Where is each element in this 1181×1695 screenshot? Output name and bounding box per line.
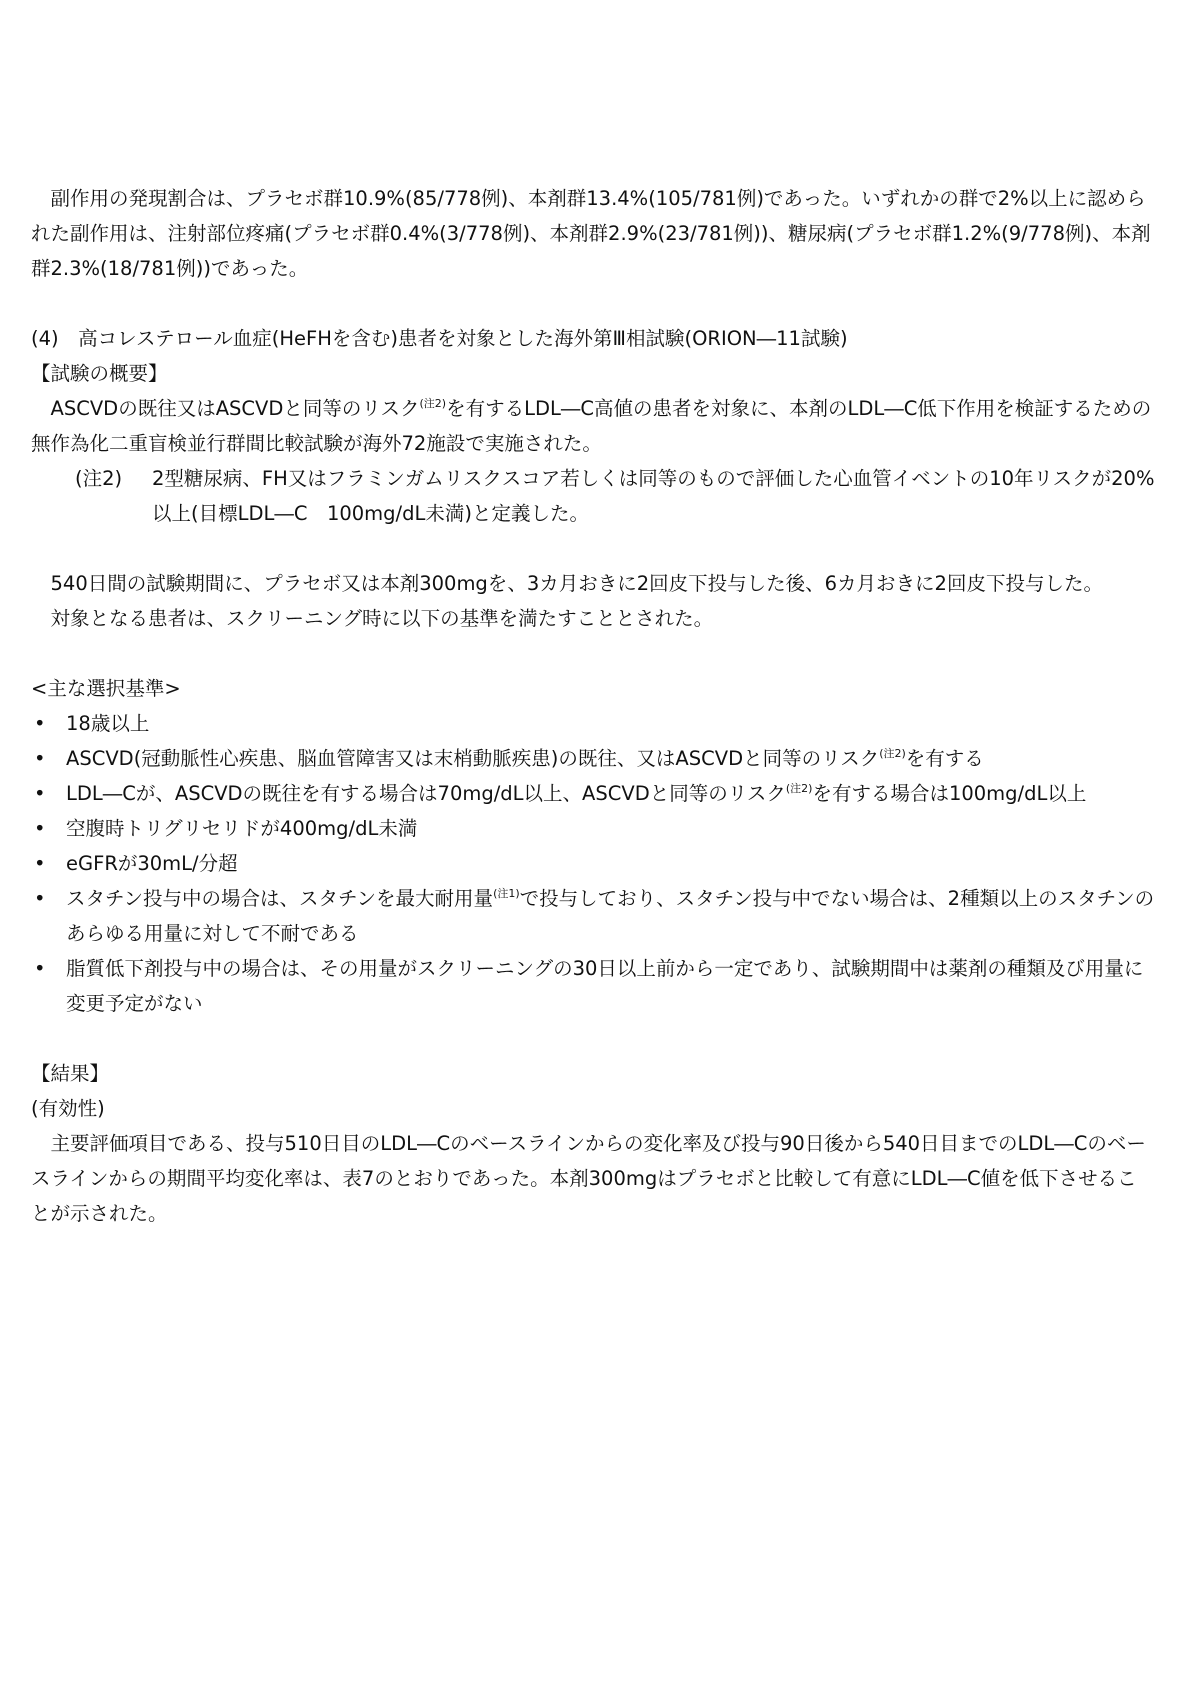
criteria-heading: <主な選択基準> — [31, 677, 181, 700]
spacer — [31, 531, 1155, 566]
criteria-item — [31, 846, 1155, 881]
dosing-paragraph: 540日間の試験期間に、プラセボ又は本剤300mgを、3カ月おきに2回皮下投与した後、6カ月おきに2回皮下投与した。 — [50, 572, 1103, 595]
criteria-intro: 対象となる患者は、スクリーニング時に以下の基準を満たすこととされた。 — [50, 607, 714, 630]
overview-heading: 【試験の概要】 — [31, 362, 168, 385]
section-heading: (4) 高コレステロール血症(HeFHを含む)患者を対象とした海外第Ⅲ相試験(ORION―11試験) — [31, 327, 848, 350]
bullet-icon: • — [34, 782, 46, 805]
document-page — [31, 181, 1155, 1231]
footnote-ref: (注1) — [493, 887, 520, 900]
criteria-text: eGFRが30mL/分超 — [66, 852, 238, 875]
spacer — [31, 636, 1155, 671]
criteria-list — [31, 706, 1155, 1021]
criteria-item — [31, 951, 1155, 1021]
criteria-item — [31, 881, 1155, 951]
criteria-text: で投与しており、スタチン投与中でない場合は、2種類以上のスタチンのあらゆる用量に対して不耐である — [66, 887, 1155, 945]
overview-paragraph — [31, 391, 1155, 461]
bullet-icon: • — [34, 747, 46, 770]
criteria-item — [31, 741, 1155, 776]
bullet-icon: • — [34, 852, 46, 875]
bullet-icon: • — [34, 957, 46, 980]
footnote-ref: (注2) — [785, 782, 813, 795]
criteria-text: 18歳以上 — [66, 712, 150, 735]
criteria-text: を有する — [905, 747, 984, 770]
bullet-icon: • — [34, 887, 46, 910]
criteria-text: 空腹時トリグリセリドが400mg/dL未満 — [66, 817, 418, 840]
efficacy-paragraph: 主要評価項目である、投与510日目のLDL―Cのベースラインからの変化率及び投与90日後から540日目までのLDL―Cのベースラインからの期間平均変化率は、表7のとおりであった。本剤300mgはプラセボと比較して有意にLDL―C値を低下させることが示された。 — [31, 1132, 1146, 1225]
criteria-text: を有する場合は100mg/dL以上 — [812, 782, 1087, 805]
adverse-reactions-paragraph: 副作用の発現割合は、プラセボ群10.9%(85/778例)、本剤群13.4%(105/781例)であった。いずれかの群で2%以上に認められた副作用は、注射部位疼痛(プラセボ群0.4%(3/778例)、本剤群2.9%(23/781例))、糖尿病(プラセボ群1.2%(9/778例)、本剤群2.3%(18/781例))であった。 — [31, 187, 1151, 280]
spacer — [31, 1021, 1155, 1056]
footnote-ref: (注2) — [879, 747, 906, 760]
footnote-text: 2型糖尿病、FH又はフラミンガムリスクスコア若しくは同等のもので評価した心血管イベントの10年リスクが20%以上(目標LDL―C 100mg/dL未満)と定義した。 — [152, 467, 1155, 525]
footnote-note2 — [75, 461, 1155, 531]
criteria-item — [31, 776, 1155, 811]
overview-text-1: ASCVDの既往又はASCVDと同等のリスク — [50, 397, 420, 420]
criteria-item — [31, 811, 1155, 846]
criteria-text: スタチン投与中の場合は、スタチンを最大耐用量 — [66, 887, 494, 910]
results-heading: 【結果】 — [31, 1062, 110, 1085]
efficacy-heading: (有効性) — [31, 1097, 105, 1120]
footnote-label: (注2) — [75, 467, 123, 490]
criteria-text: ASCVD(冠動脈性心疾患、脳血管障害又は末梢動脈疾患)の既往、又はASCVDと同等のリスク — [66, 747, 880, 770]
overview-text-2: を有するLDL―C高値の患者を対象に、本剤のLDL―C低下作用を検証するための無作為化二重盲検並行群間比較試験が海外72施設で実施された。 — [31, 397, 1152, 455]
bullet-icon: • — [34, 817, 46, 840]
spacer — [31, 286, 1155, 321]
bullet-icon: • — [34, 712, 46, 735]
criteria-item — [31, 706, 1155, 741]
criteria-text: 脂質低下剤投与中の場合は、その用量がスクリーニングの30日以上前から一定であり、試験期間中は薬剤の種類及び用量に変更予定がない — [66, 957, 1144, 1015]
criteria-text: LDL―Cが、ASCVDの既往を有する場合は70mg/dL以上、ASCVDと同等のリスク — [66, 782, 786, 805]
footnote-ref: (注2) — [419, 397, 447, 410]
